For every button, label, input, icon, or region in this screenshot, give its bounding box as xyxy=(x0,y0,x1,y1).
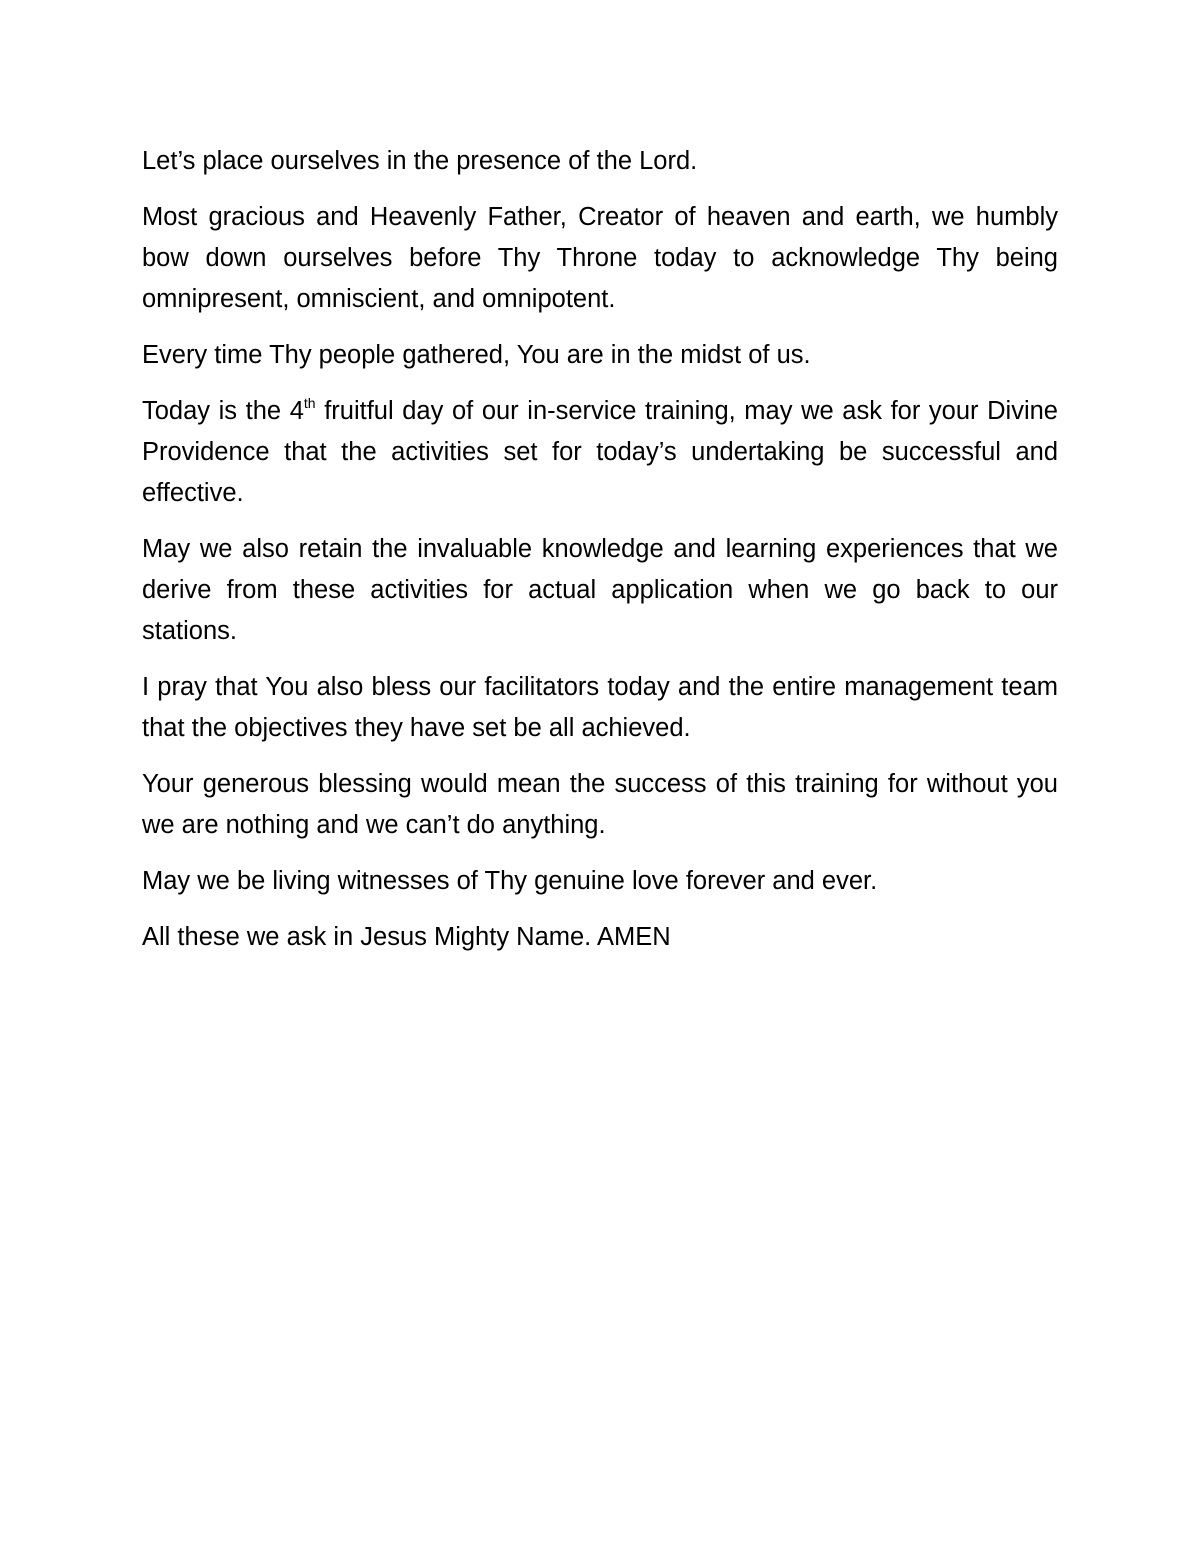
training-day-text-after: fruitful day of our in-service training, may we ask for your Divine Providence that the activities set for today’s undertaking be successful and effective. xyxy=(142,397,1058,507)
paragraph-training-day xyxy=(142,391,1058,514)
paragraph-facilitators: I pray that You also bless our facilitators today and the entire management team that the objectives they have set be all achieved. xyxy=(142,673,1058,742)
paragraph-closing: All these we ask in Jesus Mighty Name. AMEN xyxy=(142,923,671,951)
paragraph-blessing: Your generous blessing would mean the success of this training for without you we are nothing and we can’t do anything. xyxy=(142,770,1058,839)
paragraph-invocation: Most gracious and Heavenly Father, Creator of heaven and earth, we humbly bow down ourselves before Thy Throne today to acknowledge Thy being omnipresent, omniscient, and omnipotent. xyxy=(142,203,1058,313)
paragraph-knowledge: May we also retain the invaluable knowledge and learning experiences that we derive from these activities for actual application when we go back to our stations. xyxy=(142,535,1058,645)
paragraph-witnesses: May we be living witnesses of Thy genuine love forever and ever. xyxy=(142,867,878,895)
paragraph-opening: Let’s place ourselves in the presence of the Lord. xyxy=(142,147,698,175)
prayer-text xyxy=(142,141,1058,973)
paragraph-presence: Every time Thy people gathered, You are in the midst of us. xyxy=(142,341,811,369)
training-day-text-before: Today is the 4 xyxy=(142,397,304,425)
ordinal-suffix: th xyxy=(303,394,316,411)
